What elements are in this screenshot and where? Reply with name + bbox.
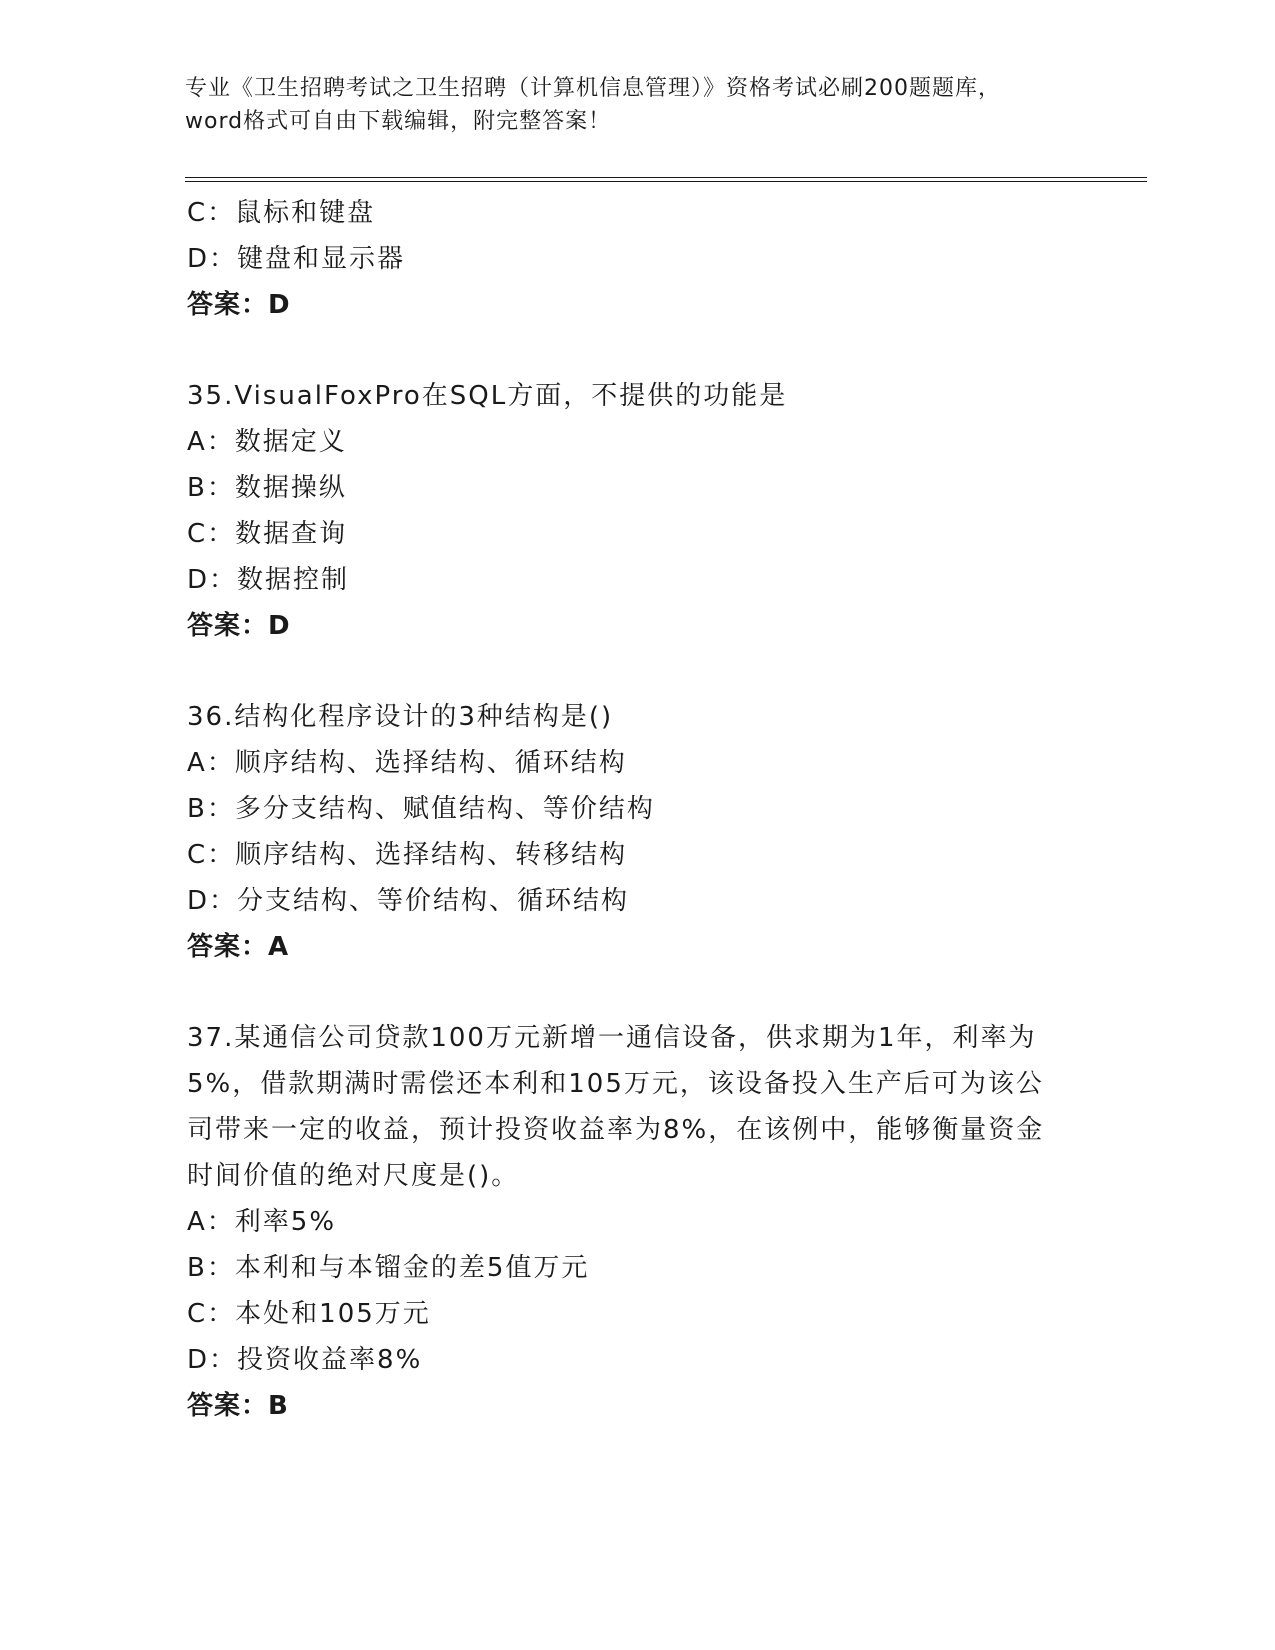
option-c: C：鼠标和键盘: [187, 198, 376, 228]
option-d: D：投资收益率8%: [187, 1345, 423, 1375]
option-b: B：多分支结构、赋值结构、等价结构: [187, 794, 655, 824]
question-text-line-2: 5%，借款期满时需偿还本利和105万元，该设备投入生产后可为该公: [187, 1069, 1044, 1099]
option-d: D：数据控制: [187, 565, 350, 595]
option-a: A：利率5%: [187, 1207, 337, 1237]
option-b: B：本利和与本镏金的差5值万元: [187, 1253, 590, 1283]
question-36: [187, 694, 1087, 970]
question-text-line-3: 司带来一定的收益，预计投资收益率为8%，在该例中，能够衡量资金: [187, 1115, 1045, 1145]
option-d: D：键盘和显示器: [187, 244, 406, 274]
answer: 答案：B: [187, 1391, 289, 1421]
header-line-2: word格式可自由下载编辑，附完整答案！: [185, 109, 612, 134]
question-text-line-1: 37.某通信公司贷款100万元新增一通信设备，供求期为1年，利率为: [187, 1023, 1037, 1053]
question-37: [187, 1015, 1087, 1429]
question-34-continued: [187, 190, 1087, 328]
header-divider-bottom: [185, 181, 1147, 182]
option-a: A：数据定义: [187, 427, 347, 457]
question-text-line-4: 时间价值的绝对尺度是()。: [187, 1161, 520, 1191]
answer: 答案：D: [187, 611, 291, 641]
document-header: [185, 72, 1085, 138]
answer: 答案：A: [187, 932, 290, 962]
option-b: B：数据操纵: [187, 473, 347, 503]
spacer: [187, 328, 1087, 373]
header-divider-top: [185, 177, 1147, 178]
question-text: 36.结构化程序设计的3种结构是(): [187, 702, 614, 732]
question-list: [187, 190, 1087, 1429]
question-35: [187, 373, 1087, 649]
option-c: C：数据查询: [187, 519, 348, 549]
option-d: D：分支结构、等价结构、循环结构: [187, 886, 630, 916]
answer: 答案：D: [187, 290, 291, 320]
option-c: C：本处和105万元: [187, 1299, 431, 1329]
option-c: C：顺序结构、选择结构、转移结构: [187, 840, 628, 870]
header-line-1: 专业《卫生招聘考试之卫生招聘（计算机信息管理）》资格考试必刷200题题库，: [185, 76, 1001, 101]
spacer: [187, 649, 1087, 694]
question-text: 35.VisualFoxPro在SQL方面，不提供的功能是: [187, 381, 788, 411]
option-a: A：顺序结构、选择结构、循环结构: [187, 748, 627, 778]
spacer: [187, 970, 1087, 1015]
